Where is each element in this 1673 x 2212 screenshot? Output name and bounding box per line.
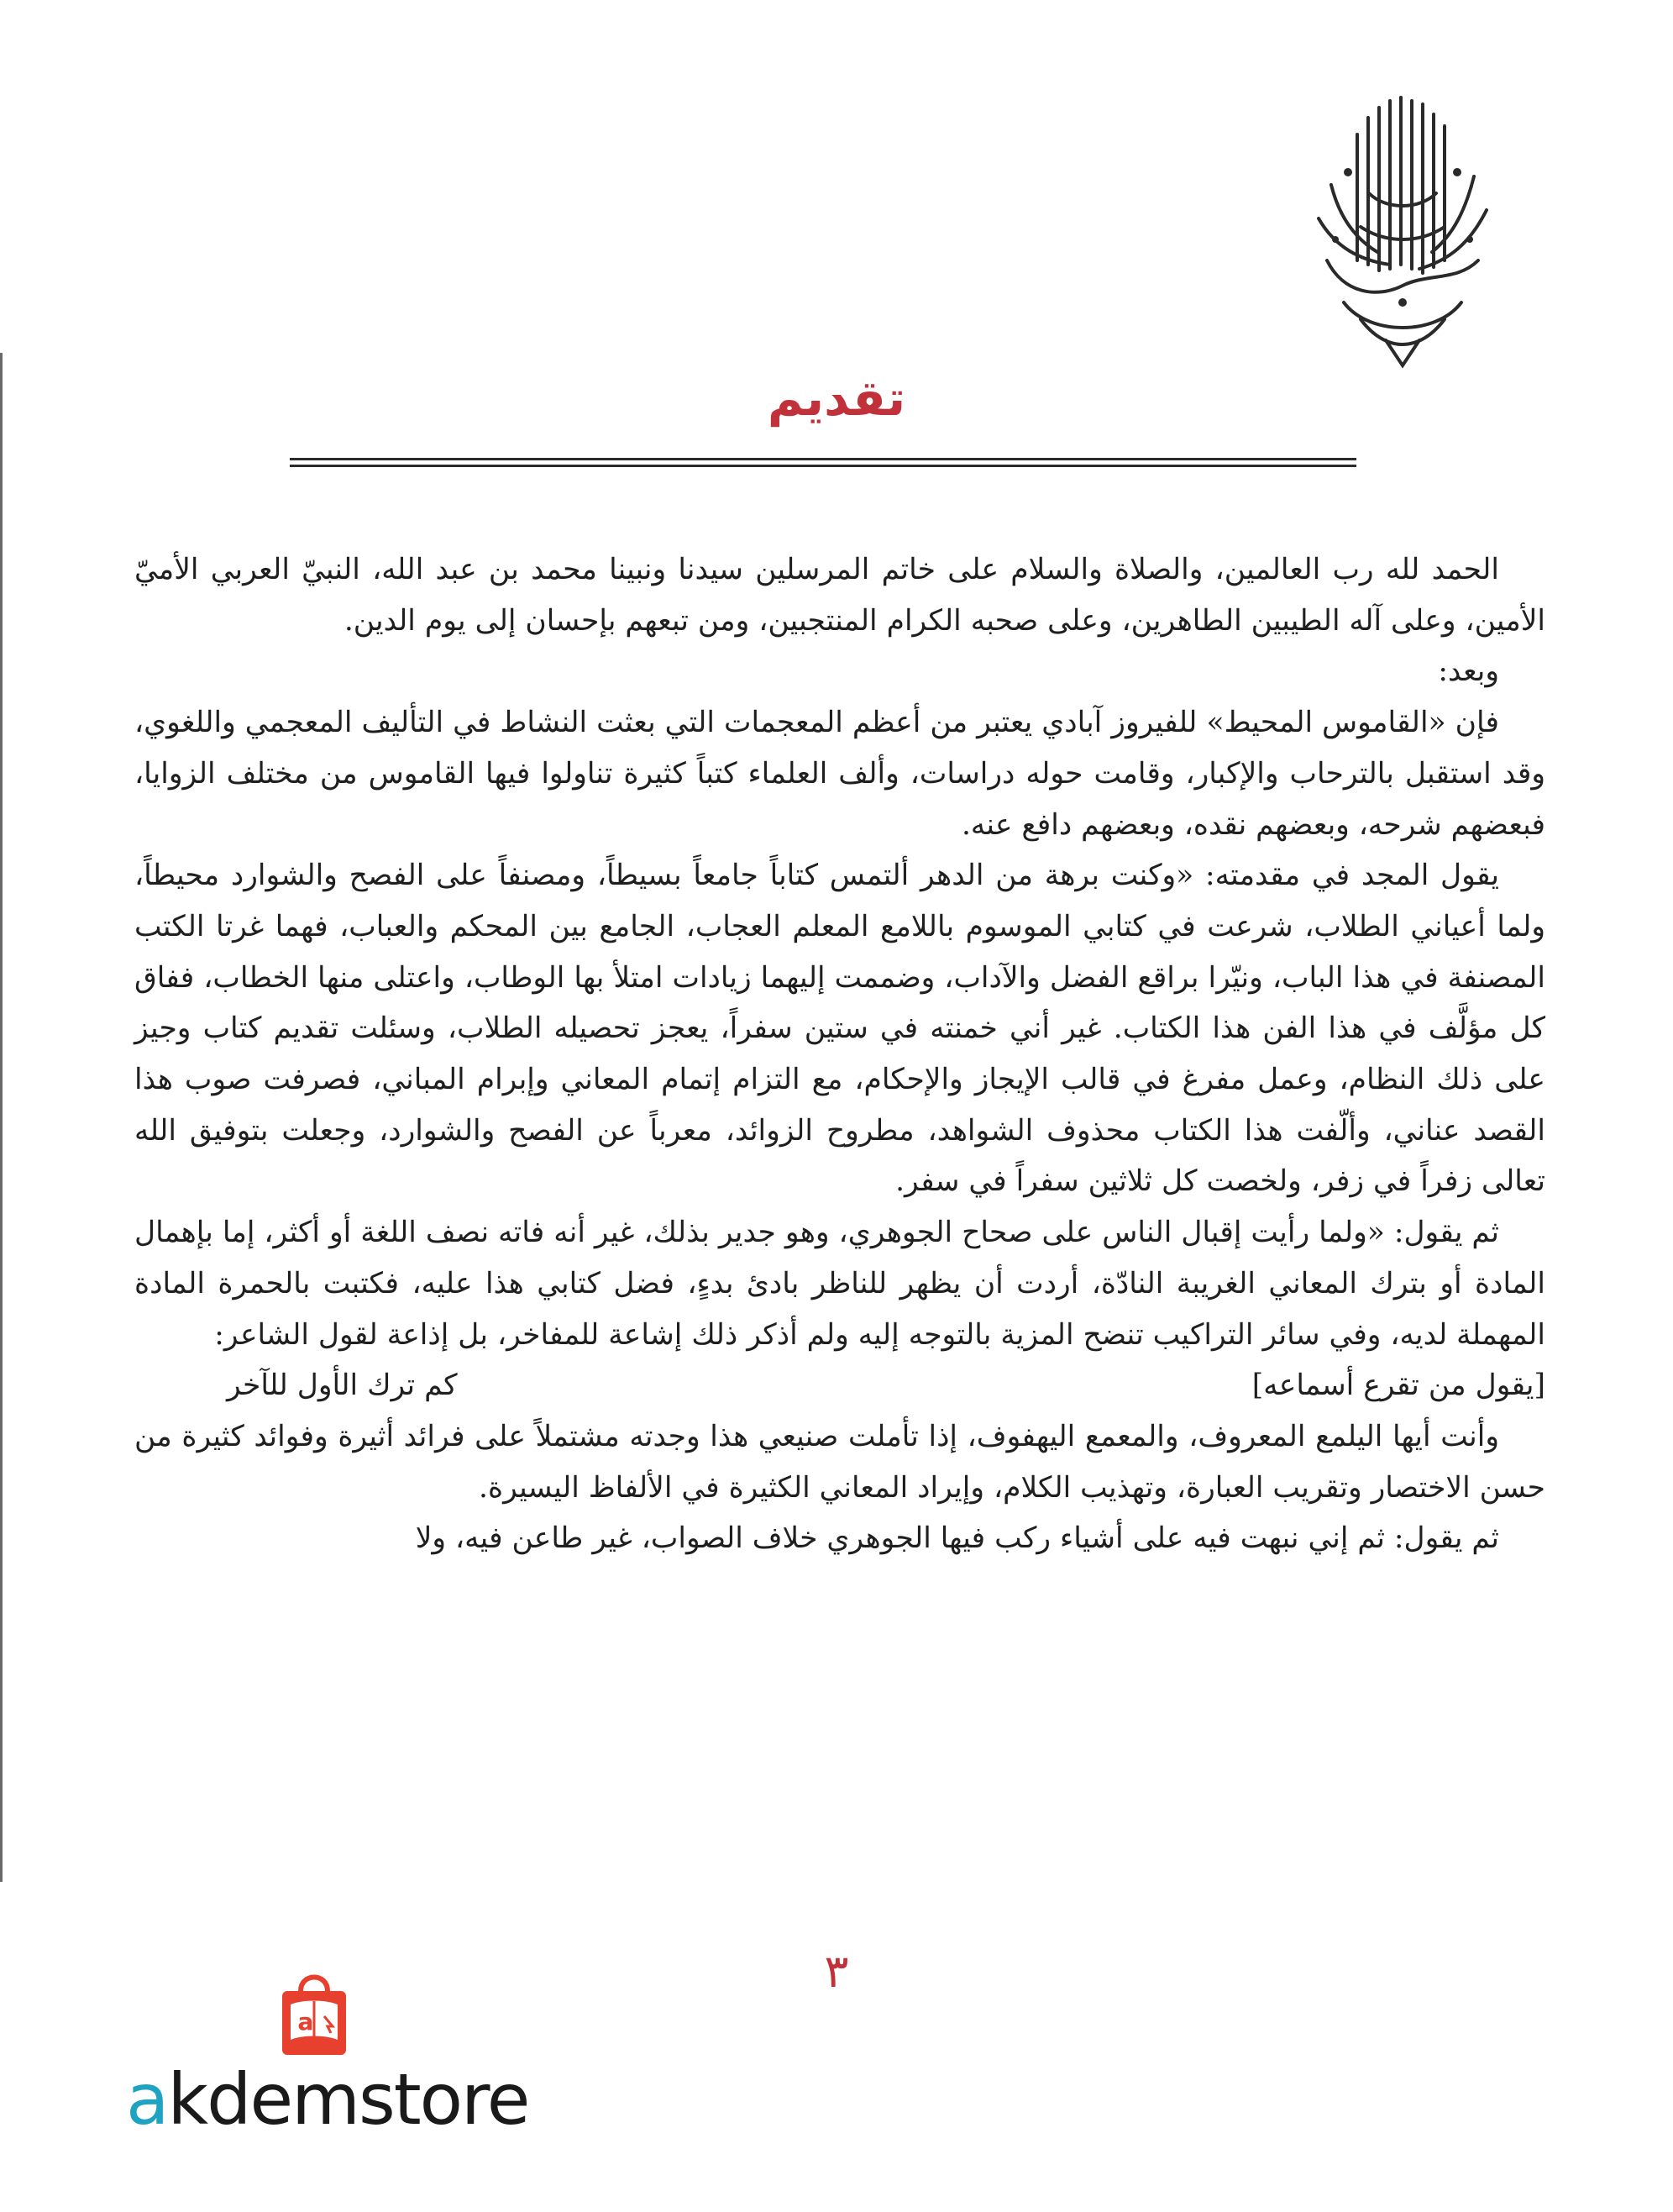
paragraph-yalma: وأنت أيها اليلمع المعروف، والمعمع اليهفوف، إذا تأملت صنيعي هذا وجدته مشتملاً على فرائد أثيرة وفوائد كثيرة من حسن الاختصار وتقريب العبارة، وتهذيب الكلام، وإيراد المعاني الكثيرة في الألفاظ اليسيرة. (134, 1419, 1545, 1505)
paragraph-opening: الحمد لله رب العالمين، والصلاة والسلام على خاتم المرسلين سيدنا ونبينا محمد بن عبد الله، النبيّ العربي الأميّ الأمين، وعلى آله الطيبين الطاهرين، وعلى صحبه الكرام المنتجبين، ومن تبعهم بإحسان إلى يوم الدين. (134, 553, 1545, 638)
store-name (126, 2058, 528, 2141)
poetry-verse (134, 1360, 1545, 1411)
paragraph-majd-quote: يقول المجد في مقدمته: «وكنت برهة من الدهر ألتمس كتاباً جامعاً بسيطاً، ومصنفاً على الفصح والشوارد محيطاً، ولما أعياني الطلاب، شرعت في كتابي الموسوم باللامع المعلم العجاب، الجامع بين المحكم والعباب، فهما غرتا الكتب المصنفة في هذا الباب، ونيّرا براقع الفضل والآداب، وضممت إليهما زيادات امتلأ بها الوطاب، واعتلى منها الخطاب، ففاق كل مؤلَّف في هذا الفن هذا الكتاب. غير أني خمنته في ستين سفراً، يعجز تحصيله الطلاب، وسئلت تقديم كتاب وجيز على ذلك النظام، وعمل مفرغ في قالب الإيجاز والإحكام، مع التزام إتمام المعاني وإبرام المباني، فصرفت صوب هذا القصد عناني، وألّفت هذا الكتاب محذوف الشواهد، مطروح الزوائد، معرباً عن الفصح والشوارد، وجعلت بتوفيق الله تعالى زفراً في زفر، ولخصت كل ثلاثين سفراً في سفر. (134, 859, 1545, 1199)
basmala-calligraphy-icon (1310, 92, 1495, 370)
scan-edge-shadow (0, 353, 3, 1882)
verse-first-hemistich: [يقول من تقرع أسماعه] (1251, 1369, 1545, 1403)
shopping-bag-icon (277, 1966, 351, 2058)
paragraph-wabad: وبعد: (1438, 654, 1499, 689)
store-name-rest: kdemstore (167, 2058, 529, 2141)
page-number: ٣ (824, 1945, 849, 1998)
paragraph-qamus-intro: فإن «القاموس المحيط» للفيروز آبادي يعتبر من أعظم المعجمات التي بعثت النشاط في التأليف المعجمي واللغوي، وقد استقبل بالترحاب والإكبار، وقامت حوله دراسات، وألف العلماء كتباً كثيرة تناولوا فيها القاموس من مختلف الزوايا، فبعضهم شرحه، وبعضهم نقده، وبعضهم دافع عنه. (134, 706, 1545, 842)
page-title: تقديم (767, 370, 906, 427)
bag-letter: a (297, 2008, 314, 2036)
store-name-first: a (126, 2058, 168, 2141)
store-watermark-logo (126, 1966, 529, 2141)
paragraph-closing: ثم يقول: ثم إني نبهت فيه على أشياء ركب فيها الجوهري خلاف الصواب، غير طاعن فيه، ولا (415, 1521, 1499, 1556)
body-text (134, 544, 1545, 1564)
paragraph-jawhari: ثم يقول: «ولما رأيت إقبال الناس على صحاح الجوهري، وهو جدير بذلك، غير أنه فاته نصف اللغة أو أكثر، إما بإهمال المادة أو بترك المعاني الغريبة النادّة، أردت أن يظهر للناظر بادئ بدءٍ، فضل كتابي هذا عليه، فكتبت بالحمرة المادة المهملة لديه، وفي سائر التراكيب تنضح المزية بالتوجه إليه ولم أذكر ذلك إشاعة للمفاخر، بل إذاعة لقول الشاعر: (134, 1216, 1545, 1352)
verse-second-hemistich: كم ترك الأول للآخر (227, 1369, 458, 1403)
title-divider (290, 458, 1356, 470)
